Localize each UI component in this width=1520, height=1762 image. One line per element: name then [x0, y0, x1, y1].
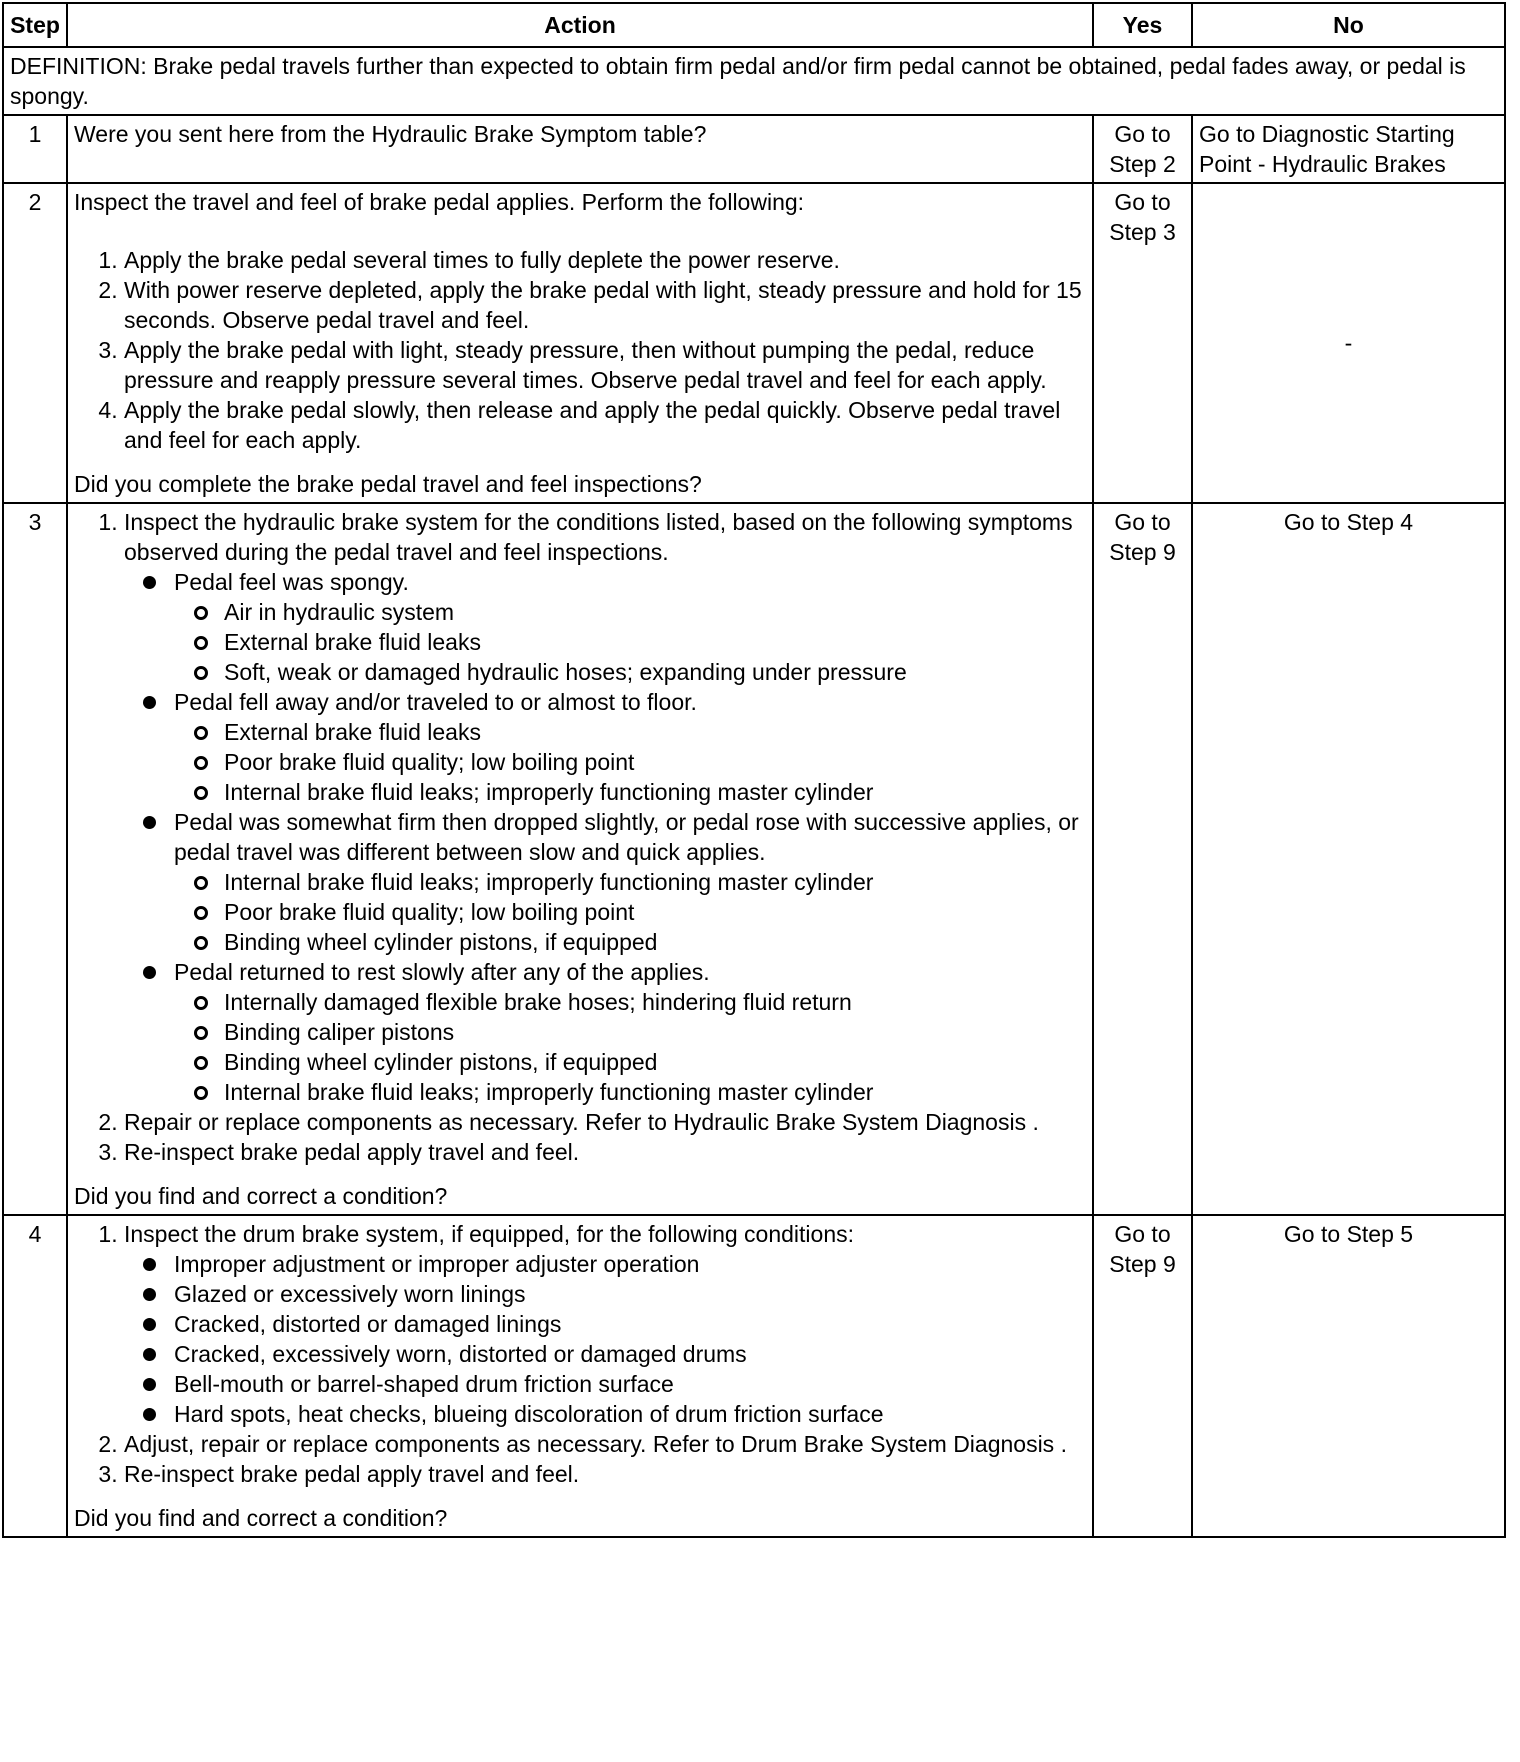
no-result: - [1192, 183, 1505, 503]
step-number: 2 [3, 183, 67, 503]
list-item: 2. Repair or replace components as necessary. Refer to Hydraulic Brake System Diagnosis . [124, 1107, 1086, 1137]
list-item: 3. Re-inspect brake pedal apply travel and feel. [124, 1137, 1086, 1167]
cause-list [174, 987, 1086, 1107]
header-step: Step [3, 3, 67, 47]
symptom-label: Pedal returned to rest slowly after any of the applies. [174, 959, 710, 985]
cause-item: Internal brake fluid leaks; improperly functioning master cylinder [174, 1077, 1086, 1107]
cause-item: Internal brake fluid leaks; improperly functioning master cylinder [174, 867, 1086, 897]
step-row-2 [3, 183, 1505, 503]
step-question: Did you find and correct a condition? [74, 1505, 448, 1531]
diagnostic-table [2, 2, 1506, 1538]
condition-item: Improper adjustment or improper adjuster operation [124, 1249, 1086, 1279]
cause-list [174, 597, 1086, 687]
symptom-label: Pedal fell away and/or traveled to or almost to floor. [174, 689, 697, 715]
cause-item: Air in hydraulic system [174, 597, 1086, 627]
spacer [74, 223, 1086, 245]
symptom-label: Pedal was somewhat firm then dropped slightly, or pedal rose with successive applies, or pedal travel was different between slow and quick applies. [174, 809, 1079, 865]
list-item: 2. Adjust, repair or replace components as necessary. Refer to Drum Brake System Diagnosis . [124, 1429, 1086, 1459]
condition-item: Hard spots, heat checks, blueing discoloration of drum friction surface [124, 1399, 1086, 1429]
list-item: 1. Apply the brake pedal several times to fully deplete the power reserve. [124, 245, 1086, 275]
condition-item: Cracked, distorted or damaged linings [124, 1309, 1086, 1339]
symptom-item [124, 957, 1086, 1107]
cause-item: Poor brake fluid quality; low boiling point [174, 747, 1086, 777]
cause-item: Internal brake fluid leaks; improperly functioning master cylinder [174, 777, 1086, 807]
cause-item: External brake fluid leaks [174, 717, 1086, 747]
procedure-list [74, 507, 1086, 1167]
step-question: Did you find and correct a condition? [74, 1183, 448, 1209]
step-number: 3 [3, 503, 67, 1215]
condition-item: Glazed or excessively worn linings [124, 1279, 1086, 1309]
cause-item: Poor brake fluid quality; low boiling point [174, 897, 1086, 927]
cause-item: Binding wheel cylinder pistons, if equipped [174, 927, 1086, 957]
cause-list [174, 867, 1086, 957]
step-action [67, 183, 1093, 503]
condition-item: Cracked, excessively worn, distorted or damaged drums [124, 1339, 1086, 1369]
symptom-list [124, 567, 1086, 1107]
yes-result: Go to Step 2 [1093, 115, 1192, 183]
condition-item: Bell-mouth or barrel-shaped drum friction surface [124, 1369, 1086, 1399]
header-yes: Yes [1093, 3, 1192, 47]
condition-list [124, 1249, 1086, 1429]
yes-result: Go to Step 3 [1093, 183, 1192, 503]
step-action [67, 1215, 1093, 1537]
step-question: Did you complete the brake pedal travel and feel inspections? [74, 471, 702, 497]
step-row-4 [3, 1215, 1505, 1537]
cause-list [174, 717, 1086, 807]
step-number: 4 [3, 1215, 67, 1537]
no-result: Go to Diagnostic Starting Point - Hydraulic Brakes [1192, 115, 1505, 183]
list-item [124, 1219, 1086, 1429]
cause-item: Internally damaged flexible brake hoses; hindering fluid return [174, 987, 1086, 1017]
header-row [3, 3, 1505, 47]
procedure-list [74, 245, 1086, 455]
cause-item: Binding caliper pistons [174, 1017, 1086, 1047]
step-row-1 [3, 115, 1505, 183]
step-intro: Inspect the travel and feel of brake pedal applies. Perform the following: [74, 189, 805, 215]
list-item-text: Inspect the hydraulic brake system for the conditions listed, based on the following symptoms observed during the pedal travel and feel inspections. [124, 509, 1073, 565]
list-item-text: Inspect the drum brake system, if equipped, for the following conditions: [124, 1221, 855, 1247]
yes-result: Go to Step 9 [1093, 503, 1192, 1215]
list-item: 3. Re-inspect brake pedal apply travel and feel. [124, 1459, 1086, 1489]
step-action: Were you sent here from the Hydraulic Brake Symptom table? [67, 115, 1093, 183]
no-result: Go to Step 5 [1192, 1215, 1505, 1537]
step-action [67, 503, 1093, 1215]
list-item: 3. Apply the brake pedal with light, steady pressure, then without pumping the pedal, reduce pressure and reapply pressure several times. Observe pedal travel and feel for each apply. [124, 335, 1086, 395]
symptom-item [124, 687, 1086, 807]
cause-item: Soft, weak or damaged hydraulic hoses; expanding under pressure [174, 657, 1086, 687]
definition-row [3, 47, 1505, 115]
cause-item: Binding wheel cylinder pistons, if equipped [174, 1047, 1086, 1077]
step-row-3 [3, 503, 1505, 1215]
symptom-item [124, 567, 1086, 687]
list-item: 4. Apply the brake pedal slowly, then release and apply the pedal quickly. Observe pedal travel and feel for each apply. [124, 395, 1086, 455]
cause-item: External brake fluid leaks [174, 627, 1086, 657]
definition-text: DEFINITION: Brake pedal travels further than expected to obtain firm pedal and/or firm pedal cannot be obtained, pedal fades away, or pedal is spongy. [3, 47, 1505, 115]
step-number: 1 [3, 115, 67, 183]
header-action: Action [67, 3, 1093, 47]
list-item [124, 507, 1086, 1107]
yes-result: Go to Step 9 [1093, 1215, 1192, 1537]
no-result: Go to Step 4 [1192, 503, 1505, 1215]
list-item: 2. With power reserve depleted, apply the brake pedal with light, steady pressure and hold for 15 seconds. Observe pedal travel and feel. [124, 275, 1086, 335]
header-no: No [1192, 3, 1505, 47]
symptom-item [124, 807, 1086, 957]
procedure-list [74, 1219, 1086, 1489]
symptom-label: Pedal feel was spongy. [174, 569, 409, 595]
